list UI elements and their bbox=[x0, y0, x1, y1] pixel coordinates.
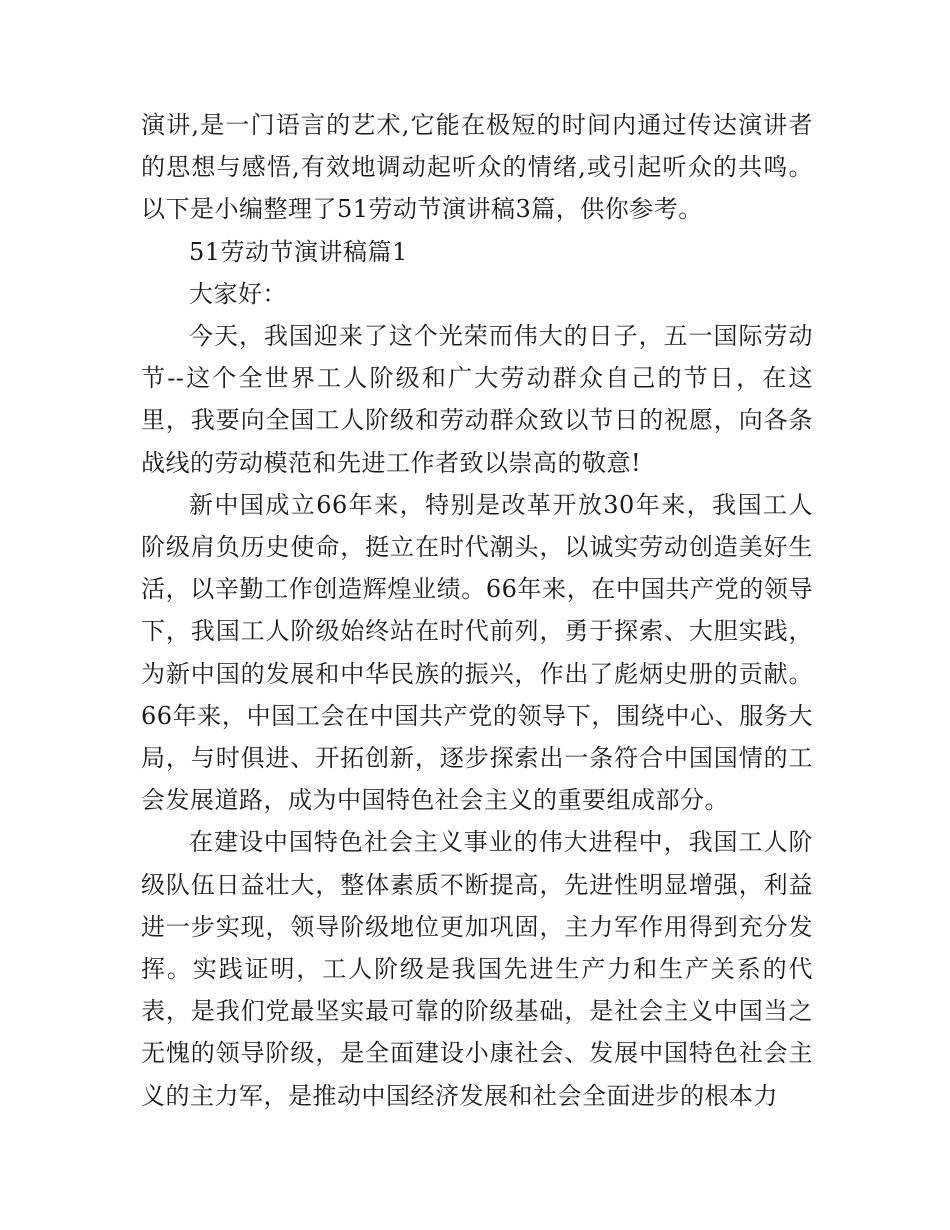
body-paragraph-1: 今天，我国迎来了这个光荣而伟大的日子，五一国际劳动节--这个全世界工人阶级和广大劳动群众自己的节日，在这里，我要向全国工人阶级和劳动群众致以节日的祝愿，向各条战线的劳动模范和先进工作者致以崇高的敬意! bbox=[141, 322, 813, 477]
greeting-paragraph: 大家好： bbox=[189, 279, 287, 308]
section-heading: 51劳动节演讲稿篇1 bbox=[189, 237, 408, 266]
body-paragraph-2: 新中国成立66年来，特别是改革开放30年来，我国工人阶级肩负历史使命，挺立在时代潮头，以诚实劳动创造美好生活，以辛勤工作创造辉煌业绩。66年来，在中国共产党的领导下，我国工人阶级始终站在时代前列，勇于探索、大胆实践，为新中国的发展和中华民族的振兴，作出了彪炳史册的贡献。66年来，中国工会在中国共产党的领导下，围绕中心、服务大局，与时俱进、开拓创新，逐步探索出一条符合中国国情的工会发展道路，成为中国特色社会主义的重要组成部分。 bbox=[141, 490, 813, 815]
body-paragraph-3: 在建设中国特色社会主义事业的伟大进程中，我国工人阶级队伍日益壮大，整体素质不断提高，先进性明显增强，利益进一步实现，领导阶级地位更加巩固，主力军作用得到充分发挥。实践证明，工人阶级是我国先进生产力和生产关系的代表，是我们党最坚实最可靠的阶级基础，是社会主义中国当之无愧的领导阶级，是全面建设小康社会、发展中国特色社会主义的主力军，是推动中国经济发展和社会全面进步的根本力 bbox=[141, 828, 813, 1110]
document-body bbox=[141, 104, 813, 1117]
intro-paragraph: 演讲,是一门语言的艺术,它能在极短的时间内通过传达演讲者的思想与感悟,有效地调动起听众的情绪,或引起听众的共鸣。以下是小编整理了51劳动节演讲稿3篇，供你参考。 bbox=[141, 111, 813, 224]
